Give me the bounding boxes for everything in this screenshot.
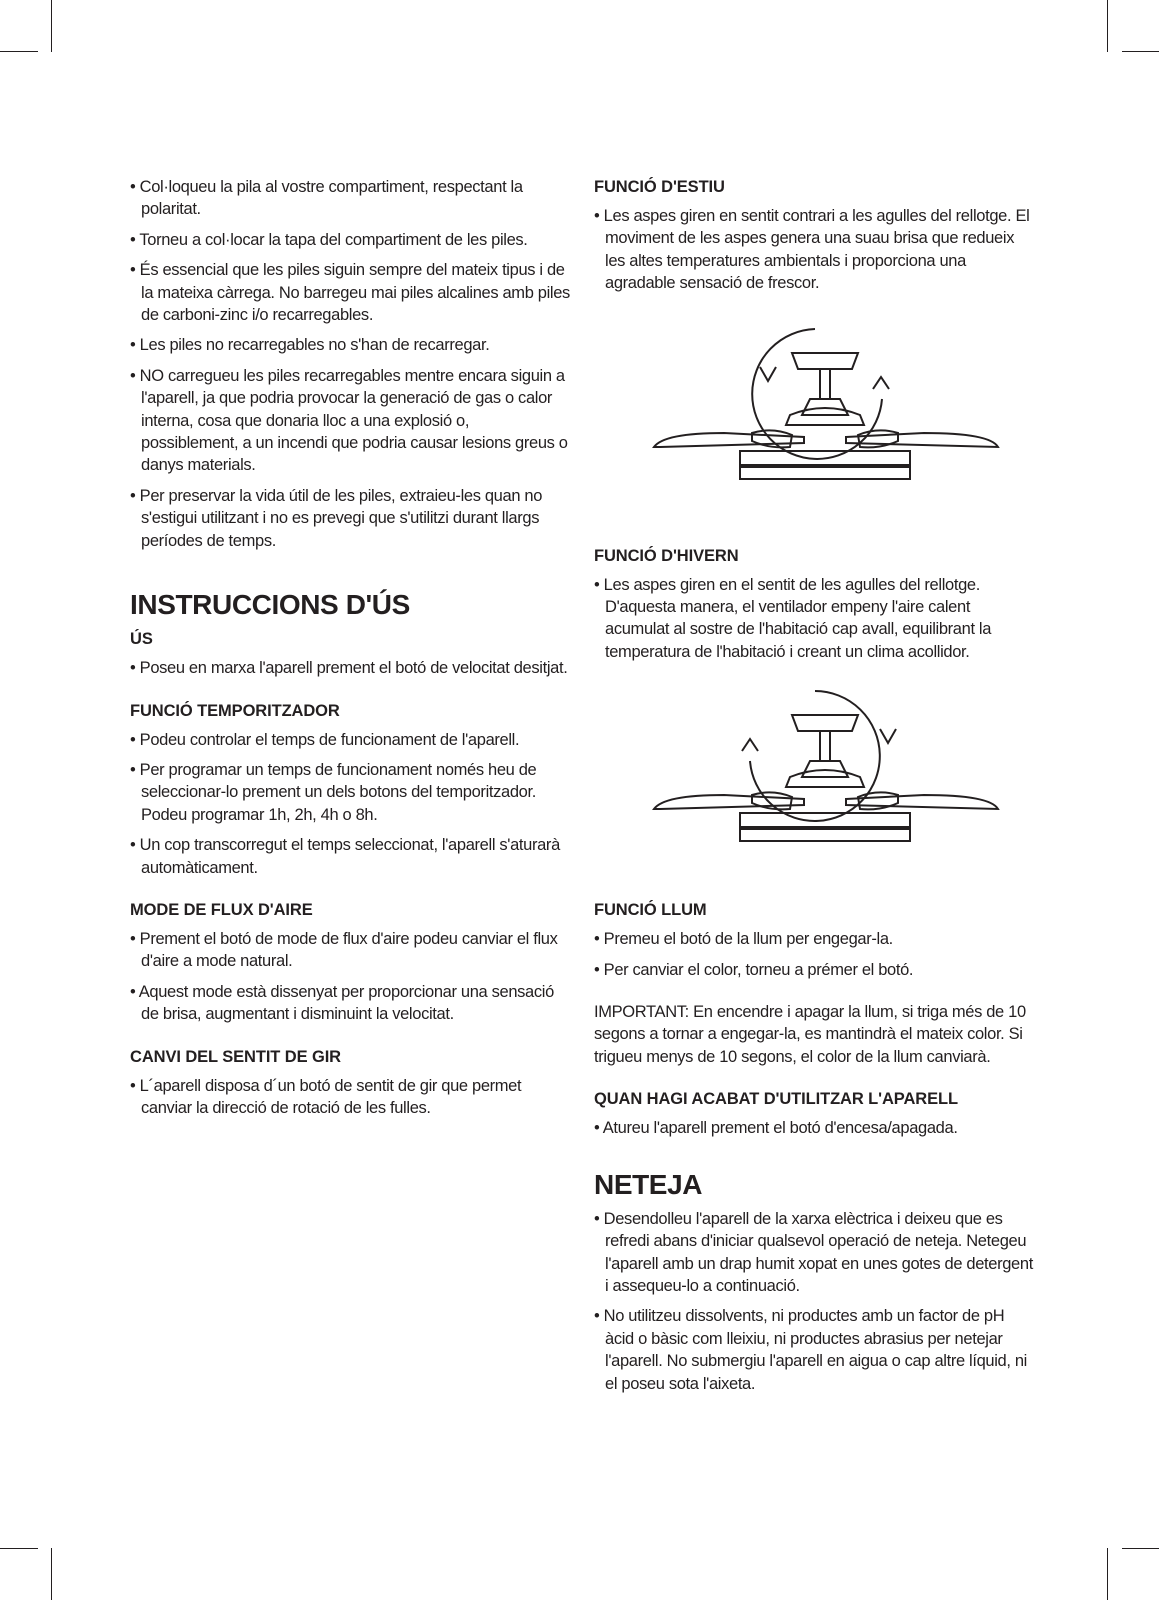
- cleaning-bullet: • No utilitzeu dissolvents, ni productes amb un factor de pH àcid o bàsic com lleixiu, ni productes abrasius per netejar l'aparell. No submergiu l'aparell en aigua o cap altre líquid, ni el poseu sota l'aixeta.: [594, 1307, 1027, 1393]
- crop-mark: [1122, 1548, 1159, 1549]
- fan-canopy: [792, 715, 858, 731]
- rotation-arrow: [752, 329, 882, 459]
- battery-bullet: • Per preservar la vida útil de les piles, extraieu-les quan no s'estigui utilitzant i no es prevegi que s'utilitzi durant llargs períodes de temps.: [130, 486, 543, 550]
- direction-bullet: • L´aparell disposa d´un botó de sentit de gir que permet canviar la direcció de rotació de les fulles.: [130, 1076, 522, 1117]
- rotation-arrow: [750, 691, 880, 821]
- light-heading: FUNCIÓ LLUM: [594, 901, 707, 920]
- cleaning-title: NETEJA: [594, 1168, 703, 1200]
- direction-heading: CANVI DEL SENTIT DE GIR: [130, 1047, 341, 1066]
- airflow-bullet: • Aquest mode està dissenyat per proporcionar una sensació de brisa, augmentant i disminuint la velocitat.: [130, 982, 554, 1024]
- summer-heading: FUNCIÓ D'ESTIU: [594, 178, 725, 196]
- us-heading: ÚS: [130, 630, 153, 649]
- crop-mark: [1107, 1548, 1108, 1600]
- winter-bullet: • Les aspes giren en el sentit de les agulles del rellotge. D'aquesta manera, el ventilador empeny l'aire calent acumulat al sostre de l'habitació cap avall, equilibrant la temperatura de l'habitació i creant un clima acollidor.: [594, 575, 992, 661]
- crop-mark: [0, 51, 38, 52]
- finished-bullet: • Atureu l'aparell prement el botó d'encesa/apagada.: [594, 1119, 958, 1138]
- arrow-head-left: [742, 739, 758, 751]
- arrow-head-left: [760, 367, 776, 381]
- timer-heading: FUNCIÓ TEMPORITZADOR: [130, 701, 340, 720]
- fan-clockwise-illustration: [594, 671, 1034, 891]
- timer-bullet: • Un cop transcorregut el temps seleccionat, l'aparell s'aturarà automàticament.: [130, 836, 560, 877]
- arrow-head-right: [880, 729, 896, 743]
- finished-heading: QUAN HAGI ACABAT D'UTILITZAR L'APARELL: [594, 1090, 958, 1109]
- battery-bullet: • És essencial que les piles siguin sempre del mateix tipus i de la mateixa càrrega. No barregeu mai piles alcalines amb piles de carboni-zinc i/o recarregables.: [130, 261, 570, 325]
- light-bullet: • Per canviar el color, torneu a prémer el botó.: [594, 960, 914, 979]
- right-blade: [846, 795, 998, 809]
- fan-counterclockwise-illustration: [594, 309, 1034, 529]
- crop-mark: [0, 1548, 38, 1549]
- left-blade: [654, 433, 804, 447]
- light-bullet: • Premeu el botó de la llum per engegar-la.: [594, 930, 893, 949]
- crop-mark: [51, 0, 52, 52]
- summer-bullet: • Les aspes giren en sentit contrari a les agulles del rellotge. El moviment de les aspes genera una suau brisa que redueix les altes temperatures ambientals i proporciona una agradable sensació de frescor.: [594, 207, 1030, 293]
- motor-housing: [786, 770, 864, 787]
- battery-bullet: • Les piles no recarregables no s'han de recarregar.: [130, 336, 490, 355]
- right-blade: [846, 433, 998, 447]
- us-bullet: • Poseu en marxa l'aparell prement el botó de velocitat desitjat.: [130, 659, 568, 678]
- airflow-heading: MODE DE FLUX D'AIRE: [130, 900, 313, 919]
- timer-bullet: • Per programar un temps de funcionament només heu de seleccionar-lo prement un dels botons del temporitzador. Podeu programar 1h, 2h, 4h o 8h.: [130, 760, 537, 824]
- important-note: IMPORTANT: En encendre i apagar la llum, si triga més de 10 segons a tornar a engegar-la, es mantindrà el mateix color. Si trigueu menys de 10 segons, el color de la llum canviarà.: [594, 1003, 1026, 1066]
- left-blade: [654, 795, 804, 809]
- motor-housing: [786, 408, 864, 425]
- arrow-head-right: [873, 377, 889, 389]
- left-column: [130, 176, 570, 1127]
- crop-mark: [51, 1548, 52, 1600]
- timer-bullet: • Podeu controlar el temps de funcionament de l'aparell.: [130, 730, 520, 749]
- instructions-title: INSTRUCCIONS D'ÚS: [130, 589, 410, 621]
- battery-bullet: • Torneu a col·locar la tapa del compartiment de les piles.: [130, 230, 528, 249]
- winter-heading: FUNCIÓ D'HIVERN: [594, 546, 739, 565]
- battery-bullet: • Col·loqueu la pila al vostre compartiment, respectant la polaritat.: [130, 178, 523, 219]
- airflow-bullet: • Prement el botó de mode de flux d'aire podeu canviar el flux d'aire a mode natural.: [130, 929, 558, 971]
- crop-mark: [1122, 51, 1159, 52]
- right-column: [594, 176, 1034, 1403]
- crop-mark: [1107, 0, 1108, 52]
- fan-canopy: [792, 353, 858, 369]
- battery-bullet: • NO carregueu les piles recarregables mentre encara siguin a l'aparell, ja que podria provocar la generació de gas o calor interna, cosa que donaria lloc a una explosió o, possiblement, a un incendi que podria causar lesions greus o danys materials.: [130, 366, 568, 475]
- cleaning-bullet: • Desendolleu l'aparell de la xarxa elèctrica i deixeu que es refredi abans d'iniciar qualsevol operació de neteja. Netegeu l'aparell amb un drap humit xopat en unes gotes de detergent i assequeu-lo a continuació.: [594, 1209, 1033, 1295]
